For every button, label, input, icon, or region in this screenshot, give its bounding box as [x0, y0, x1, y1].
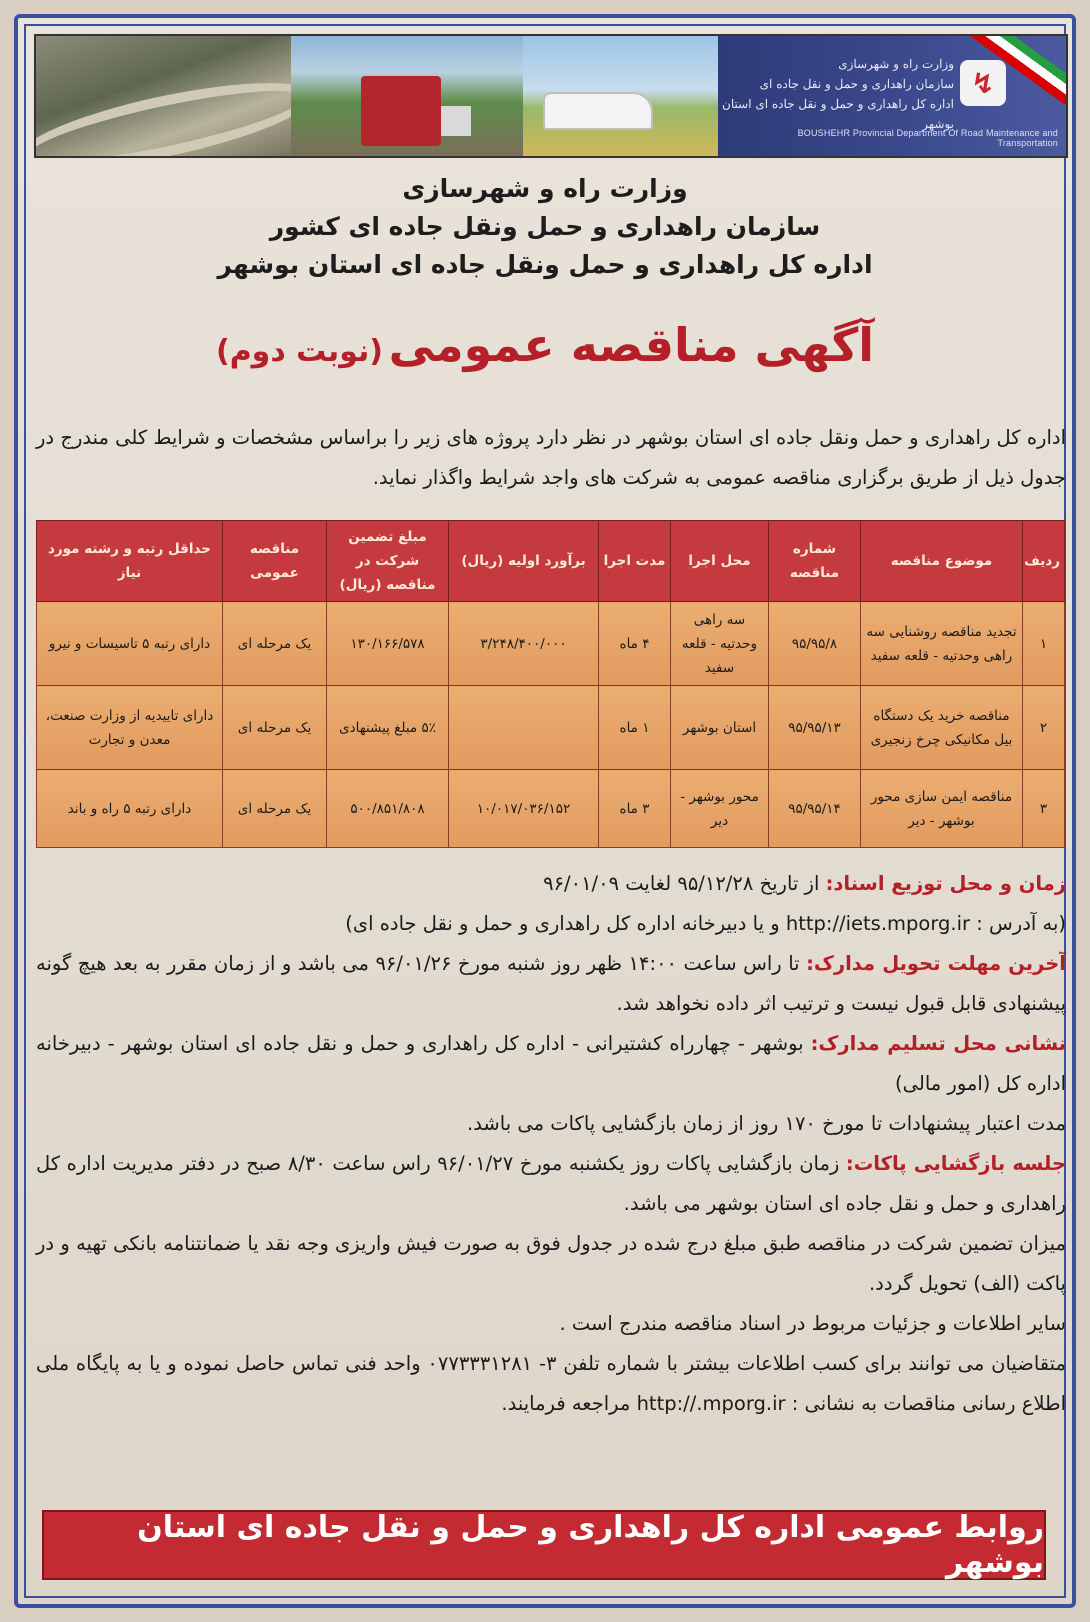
col-header-row-num: ردیف: [1023, 521, 1065, 602]
footer-bar: [42, 1510, 1046, 1580]
deadline-label: آخرین مهلت تحویل مدارک:: [806, 952, 1066, 975]
cell-type: یک مرحله ای: [223, 602, 327, 686]
cell-guarantee: ۱۳۰/۱۶۶/۵۷۸: [327, 602, 449, 686]
bus-photo: [523, 36, 718, 156]
details-body: [36, 864, 1066, 1424]
col-header-number: شماره مناقصه: [769, 521, 861, 602]
cell-guarantee: ۵۰۰/۸۵۱/۸۰۸: [327, 770, 449, 848]
tender-table: [36, 520, 1065, 848]
cell-subject: مناقصه خرید یک دستگاه بیل مکانیکی چرخ زنجیری: [861, 686, 1023, 770]
cell-type: یک مرحله ای: [223, 686, 327, 770]
col-header-location: محل اجرا: [671, 521, 769, 602]
org-panel: [718, 36, 1066, 156]
cell-number: ۹۵/۹۵/۱۳: [769, 686, 861, 770]
header-banner: [34, 34, 1068, 158]
distribution-paragraph: [36, 864, 1066, 904]
table-row: [37, 602, 1065, 686]
org-lines: [718, 54, 954, 134]
col-header-duration: مدت اجرا: [599, 521, 671, 602]
cell-number: ۹۵/۹۵/۱۴: [769, 770, 861, 848]
notice-title-sub: (نوبت دوم): [215, 334, 383, 369]
address-prefix: (به آدرس :: [970, 912, 1066, 935]
delivery-text: بوشهر - چهارراه کشتیرانی - اداره کل راهداری و حمل و نقل جاده ای استان بوشهر - دبیرخانه اداره کل (امور مالی): [36, 1032, 1066, 1095]
opening-paragraph: [36, 1144, 1066, 1224]
cell-type: یک مرحله ای: [223, 770, 327, 848]
cell-number: ۹۵/۹۵/۸: [769, 602, 861, 686]
org-line-3: اداره کل راهداری و حمل و نقل جاده ای استان بوشهر: [722, 97, 954, 131]
col-header-rank: حداقل رتبه و رشته مورد نیاز: [37, 521, 223, 602]
address-link[interactable]: http://iets.mporg.ir: [785, 912, 971, 935]
cell-rank: دارای رتبه ۵ تاسیسات و نیرو: [37, 602, 223, 686]
contact-text: متقاضیان می توانند برای کسب اطلاعات بیشتر با شماره تلفن ۳- ۰۷۷۳۳۳۱۲۸۱ واحد فنی تماس حاصل نموده و یا به پایگاه ملی اطلاع رسانی مناقصات به نشانی :: [36, 1352, 1066, 1415]
distribution-text: از تاریخ ۹۵/۱۲/۲۸ لغایت ۹۶/۰۱/۰۹: [543, 872, 826, 895]
ministry-logo-icon: ↯: [960, 60, 1006, 106]
cell-duration: ۴ ماه: [599, 602, 671, 686]
org-english-caption: BOUSHEHR Provincial Department Of Road Maintenance and Transportation: [797, 128, 1058, 148]
bus-shape: [543, 92, 653, 130]
distribution-label: زمان و محل توزیع اسناد:: [825, 872, 1066, 895]
cell-row-num: ۱: [1023, 602, 1065, 686]
deadline-paragraph: [36, 944, 1066, 1024]
opening-text: زمان بازگشایی پاکات روز یکشنبه مورخ ۹۶/۰۱/۲۷ راس ساعت ۸/۳۰ صبح در دفتر مدیریت اداره کل راهداری و حمل و نقل جاده ای استان بوشهر می باشد.: [36, 1152, 1066, 1215]
ministry-heading: وزارت راه و شهرسازی: [402, 174, 688, 203]
cell-guarantee: ۵٪ مبلغ پیشنهادی: [327, 686, 449, 770]
delivery-paragraph: [36, 1024, 1066, 1104]
table-row: [37, 770, 1065, 848]
road-curve: [36, 65, 291, 156]
deadline-text: تا راس ساعت ۱۴:۰۰ ظهر روز شنبه مورخ ۹۶/۰۱/۲۶ می باشد و از زمان مقرر به بعد هیچ گونه پیشنهادی قابل قبول نیست و ترتیب اثر داده نخواهد شد.: [36, 952, 1066, 1015]
col-header-subject: موضوع مناقصه: [861, 521, 1023, 602]
distribution-address: [36, 904, 1066, 944]
cell-estimate: ۳/۲۴۸/۴۰۰/۰۰۰: [449, 602, 599, 686]
cell-estimate: ۱۰/۰۱۷/۰۳۶/۱۵۲: [449, 770, 599, 848]
cell-location: سه راهی وحدتیه - قلعه سفید: [671, 602, 769, 686]
org-line-2: سازمان راهداری و حمل و نقل جاده ای: [759, 77, 954, 91]
cell-subject: مناقصه ایمن سازی محور بوشهر - دیر: [861, 770, 1023, 848]
org-line-1: وزارت راه و شهرسازی: [838, 57, 954, 71]
cell-location: استان بوشهر: [671, 686, 769, 770]
contact-paragraph: [36, 1344, 1066, 1424]
contact-link[interactable]: http://.mporg.ir: [636, 1392, 786, 1415]
cell-location: محور بوشهر - دیر: [671, 770, 769, 848]
department-heading: اداره کل راهداری و حمل ونقل جاده ای استان بوشهر: [217, 250, 873, 279]
cell-estimate: [449, 686, 599, 770]
cell-duration: ۳ ماه: [599, 770, 671, 848]
col-header-type: مناقصه عمومی: [223, 521, 327, 602]
address-suffix: و یا دبیرخانه اداره کل راهداری و حمل و نقل جاده ای): [345, 912, 786, 935]
table-row: [37, 686, 1065, 770]
organization-heading: سازمان راهداری و حمل ونقل جاده ای کشور: [269, 212, 821, 241]
cell-rank: دارای رتبه ۵ راه و باند: [37, 770, 223, 848]
truck-photo: [291, 36, 523, 156]
contact-suffix: مراجعه فرمایند.: [501, 1392, 637, 1415]
delivery-label: نشانی محل تسلیم مدارک:: [810, 1032, 1066, 1055]
notice-title: [0, 318, 1090, 372]
table-header-row: [37, 521, 1065, 602]
other-info-paragraph: سایر اطلاعات و جزئیات مربوط در اسناد مناقصه مندرج است .: [559, 1312, 1066, 1335]
col-header-estimate: برآورد اولیه (ریال): [449, 521, 599, 602]
truck-shape-2: [441, 106, 471, 136]
cell-rank: دارای تاییدیه از وزارت صنعت، معدن و تجارت: [37, 686, 223, 770]
col-header-guarantee: مبلغ تضمین شرکت در مناقصه (ریال): [327, 521, 449, 602]
cell-subject: تجدید مناقصه روشنایی سه راهی وحدتیه - قلعه سفید: [861, 602, 1023, 686]
footer-text: روابط عمومی اداره کل راهداری و حمل و نقل جاده ای استان بوشهر: [137, 1510, 1044, 1580]
notice-title-main: آگهی مناقصه عمومی: [388, 318, 875, 372]
guarantee-paragraph: میزان تضمین شرکت در مناقصه طبق مبلغ درج شده در جدول فوق به صورت فیش واریزی وجه نقد یا ضمانتنامه بانکی تهیه و در پاکت (الف) تحویل گردد.: [36, 1232, 1066, 1295]
validity-paragraph: مدت اعتبار پیشنهادات تا مورخ ۱۷۰ روز از زمان بازگشایی پاکات می باشد.: [467, 1112, 1066, 1135]
cell-row-num: ۳: [1023, 770, 1065, 848]
cell-duration: ۱ ماه: [599, 686, 671, 770]
cell-row-num: ۲: [1023, 686, 1065, 770]
opening-label: جلسه بازگشایی پاکات:: [845, 1152, 1067, 1175]
intro-paragraph: اداره کل راهداری و حمل ونقل جاده ای استان بوشهر در نظر دارد پروژه های زیر را براساس مشخصات و شرایط کلی مندرج در جدول ذیل از طریق برگزاری مناقصه عمومی به شرکت های واجد شرایط واگذار نماید.: [36, 426, 1066, 489]
truck-shape: [361, 76, 441, 146]
road-photo: [36, 36, 291, 156]
